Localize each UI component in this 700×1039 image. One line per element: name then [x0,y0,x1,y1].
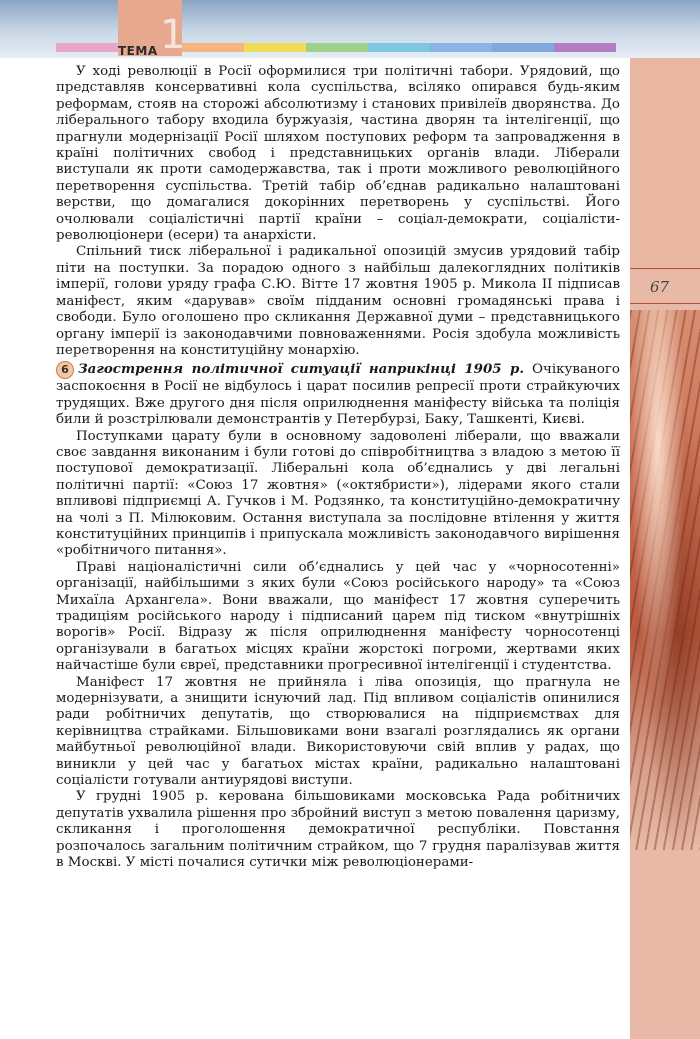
section-number-badge: 6 [56,361,74,379]
section-title: Загострення політичної ситуації наприкінці 1905 р. [78,361,525,378]
tema-number: 1 [160,12,186,58]
paragraph-6: У грудні 1905 р. керована більшовиками московська Рада робітничих депутатів ухвалила рішення про збройний виступ з метою повалення царизму, скликання і проголошення демократичної республіки. Повстання розпочалось загальним політичним страйком, що 7 грудня паралізував життя в Москві. У місті почалися сутички між революціонерами- [56,789,620,871]
color-strip-8 [554,43,616,52]
page-number-rule-top [630,268,700,269]
sidebar-photo [630,310,700,850]
right-sidebar-upper [630,58,700,266]
paragraph-1: У ході революції в Росії оформилися три політичні табори. Урядовий, що представляв консервативні кола суспільства, всіляко опирався будь-яким реформам, стояв на сторожі абсолютизму і станових привілеїв дворянства. До ліберального табору входила буржуазія, частина дворян та інтелігенції, що прагнули модернізації Росії шляхом поступових реформ та запровадження в країні політичних свобод і представницьких органів влади. Ліберали виступали як проти самодержавства, так і проти можливого революційного перетворення суспільства. Третій табір об’єднав радикально налаштовані верстви, що домагалися докорінних перетворень у суспільстві. Його очолювали соціалістичні партії країни – соціал-демократи, соціалісти-революціонери (есери) та анархісти. [56,64,620,244]
main-text [56,64,620,872]
page-number: 67 [650,278,670,296]
paragraph-4: Праві націоналістичні сили об’єднались у цей час у «чорносотенні» організації, найбільшими з яких були «Союз російського народу» та «Союз Михаїла Архангела». Вони вважали, що маніфест 17 жовтня суперечить традиціям російського народу і підписаний царем під тиском «внутрішніх ворогів» Росії. Відразу ж після оприлюднення маніфесту чорносотенці організували в багатьох місцях країни жорстокі погроми, жертвами яких найчастіше були євреї, представники прогресивної інтелігенції і студентства. [56,559,620,674]
page-number-rule-bottom [630,303,700,304]
section-text: Очікуваного заспокоєння в Росії не відбулось і царат посилив репресії проти страйкуючих трудящих. Вже другого дня після оприлюднення маніфесту війська та поліція били й розстрілювали демонстрантів у Петербурзі, Баку, Ташкенті, Києві. [56,362,620,428]
paragraph-3: Поступками царату були в основному задоволені ліберали, що вважали своє завдання виконаним і були готові до співробітництва з владою з метою її поступової демократизації. Ліберальні кола об’єднались у дві легальні політичні партії: «Союз 17 жовтня» («октябристи»), лідерами якого стали впливові підприємці А. Гучков і М. Родзянко, та конституційно-демократичну на чолі з П. Мілюковим. Остання виступала за послідовне втілення у життя конституційних принципів і припускала можливість законодавчого вирішення «робітничого питання». [56,428,620,559]
tema-label: ТЕМА [118,44,158,58]
color-strip-5 [368,43,430,52]
color-strip-1 [56,43,118,52]
color-strip-2 [182,43,244,52]
paragraph-5: Маніфест 17 жовтня не прийняла і ліва опозиція, що прагнула не модернізувати, а знищити існуючий лад. Під впливом соціалістів опинилися ради робітничих депутатів, що створювалися на підприємствах для керівництва страйками. Більшовиками вони взагалі розглядались як органи майбутньої революційної влади. Використовуючи свій вплив у радах, що виникли у цей час у багатьох містах країни, радикально налаштовані соціалісти готували антиурядові виступи. [56,674,620,789]
color-strip-7 [492,43,554,52]
color-strip-4 [306,43,368,52]
paragraph-2: Спільний тиск ліберальної і радикальної опозицій змусив урядовий табір піти на поступки. За порадою одного з найбільш далекоглядних політиків імперії, голови уряду графа С.Ю. Вітте 17 жовтня 1905 р. Микола II підписав маніфест, яким «дарував» своїм підданим основні громадянські права і свободи. Було оголошено про скликання Державної думи – представницького органу імперії із законодавчими повноваженнями. Росія здобула можливість перетворення на конституційну монархію. [56,244,620,358]
section-paragraph [56,361,620,428]
color-strip-3 [244,43,306,52]
color-strip-6 [430,43,492,52]
